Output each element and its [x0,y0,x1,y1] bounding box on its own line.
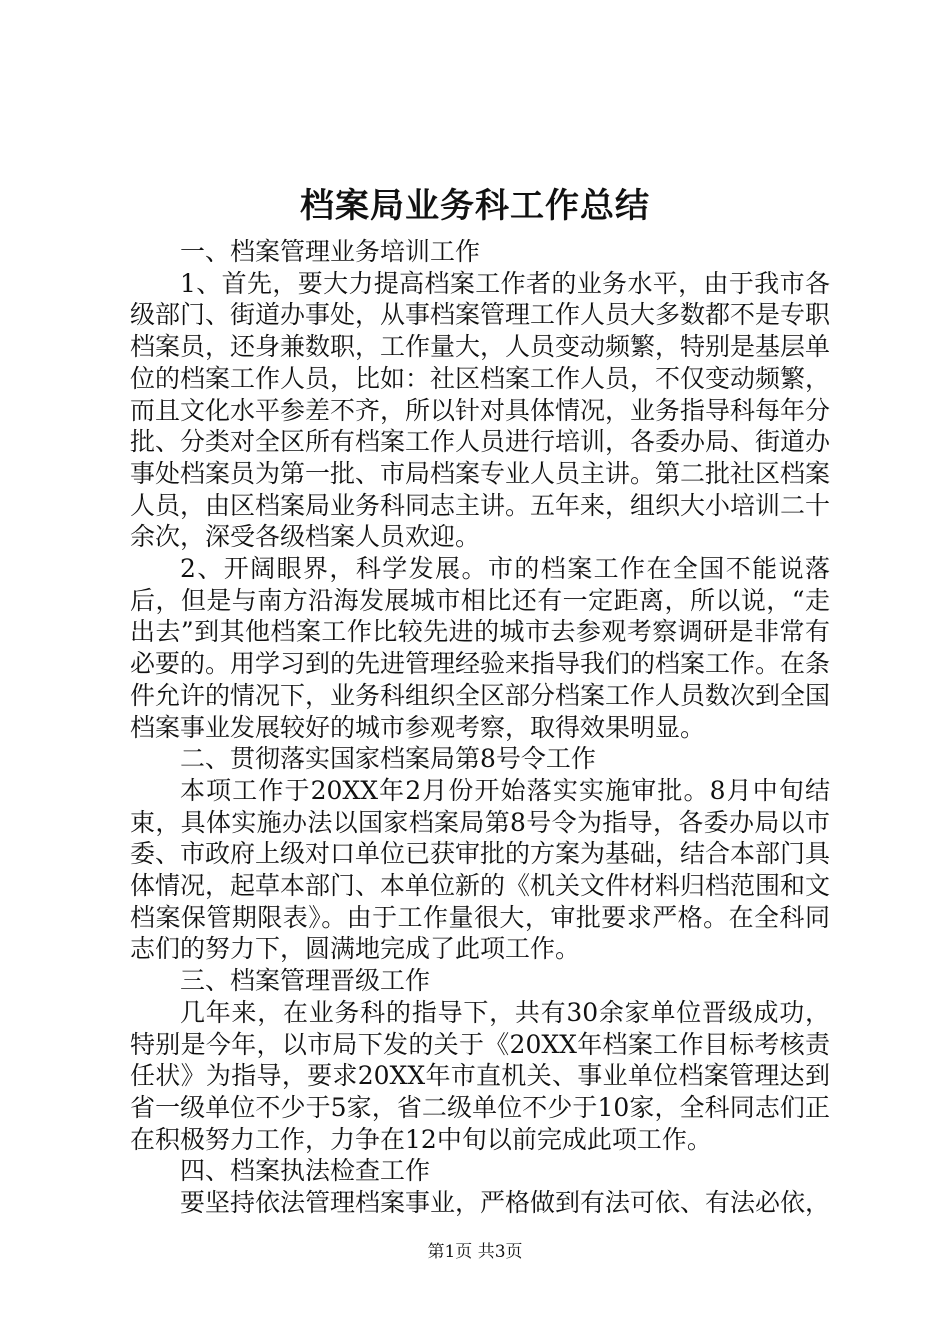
document-title: 档案局业务科工作总结 [300,186,650,226]
paragraph-training-2: 2、开阔眼界，科学发展。市的档案工作在全国不能说落后，但是与南方沿海发展城市相比还有一定距离，所以说，“走出去”到其他档案工作比较先进的城市去参观考察调研是非常有必要的。用学习到的先进管理经验来指导我们的档案工作。在条件允许的情况下，业务科组织全区部分档案工作人员数次到全国档案事业发展较好的城市参观考察，取得效果明显。 [130,554,831,742]
paragraph-upgrade: 几年来，在业务科的指导下，共有30余家单位晋级成功，特别是今年，以市局下发的关于《20XX年档案工作目标考核责任状》为指导，要求20XX年市直机关、事业单位档案管理达到省一级单位不少于5家，省二级单位不少于10家，全科同志们正在积极努力工作，力争在12中旬以前完成此项工作。 [130,997,830,1154]
paragraph-training-1: 1、首先，要大力提高档案工作者的业务水平，由于我市各级部门、街道办事处，从事档案管理工作人员大多数都不是专职档案员，还身兼数职，工作量大，人员变动频繁，特别是基层单位的档案工作人员，比如：社区档案工作人员，不仅变动频繁，而且文化水平参差不齐，所以针对具体情况，业务指导科每年分批、分类对全区所有档案工作人员进行培训，各委办局、街道办事处档案员为第一批、市局档案专业人员主讲。第二批社区档案人员，由区档案局业务科同志主讲。五年来，组织大小培训二十余次，深受各级档案人员欢迎。 [130,268,831,552]
section-heading-3: 三、档案管理晋级工作 [180,966,431,996]
section-heading-2: 二、贯彻落实国家档案局第8号令工作 [180,744,596,774]
document-body [130,236,830,1219]
paragraph-enforcement: 要坚持依法管理档案事业，严格做到有法可依、有法必依， [180,1188,831,1218]
page-number-footer: 第1页 共3页 [427,1242,523,1262]
section-heading-4: 四、档案执法检查工作 [180,1156,431,1186]
paragraph-order-8: 本项工作于20XX年2月份开始落实实施审批。8月中旬结束，具体实施办法以国家档案局第8号令为指导，各委办局以市委、市政府上级对口单位已获审批的方案为基础，结合本部门具体情况，起草本部门、本单位新的《机关文件材料归档范围和文档案保管期限表》。由于工作量很大，审批要求严格。在全科同志们的努力下，圆满地完成了此项工作。 [130,775,831,964]
section-heading-1: 一、档案管理业务培训工作 [180,237,481,266]
